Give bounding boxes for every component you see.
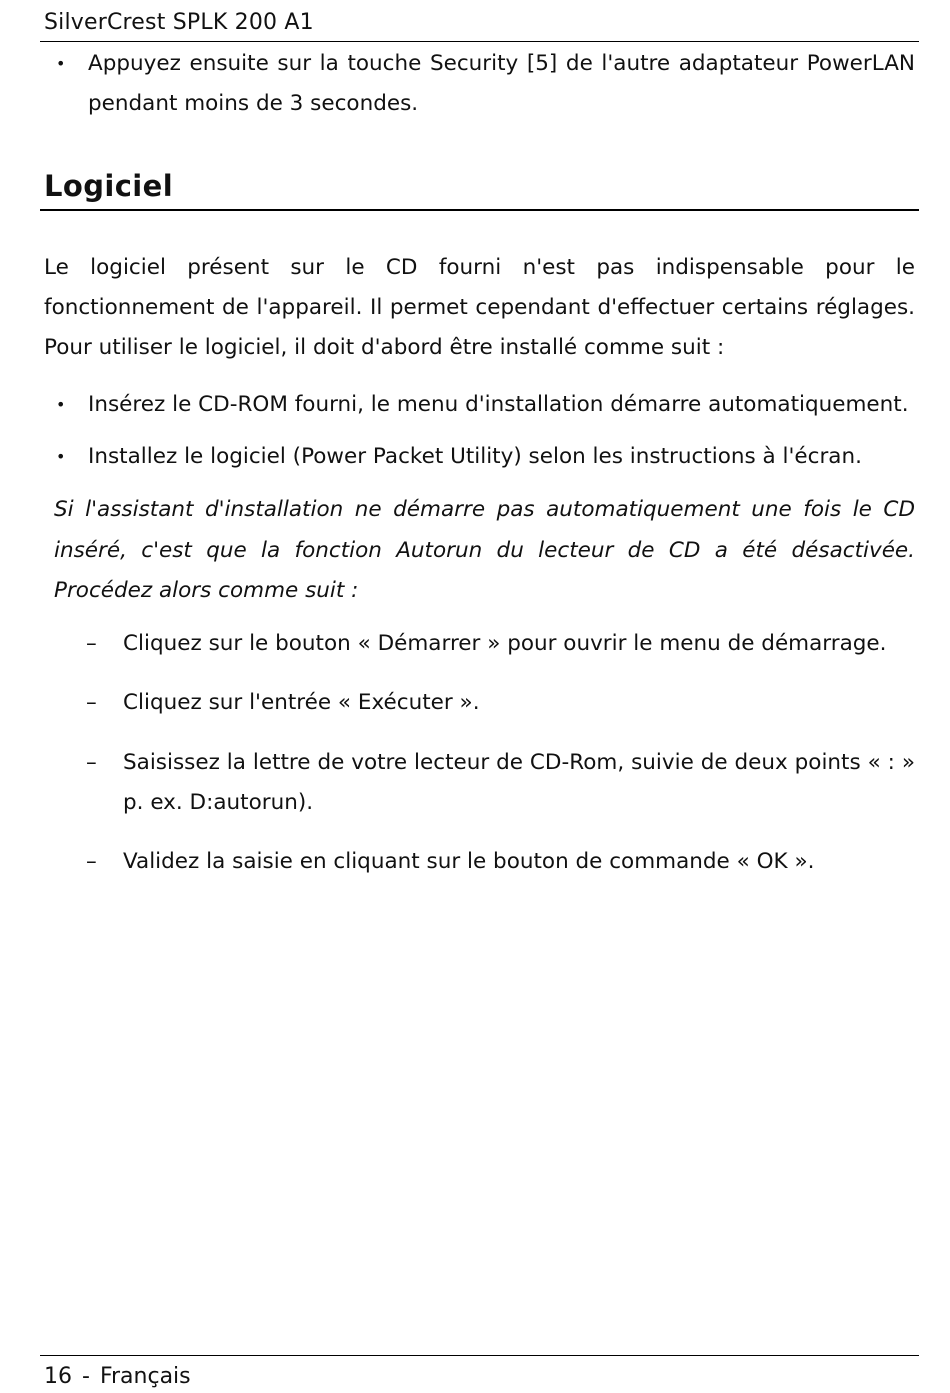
list-item bbox=[86, 683, 915, 723]
list-item bbox=[86, 842, 915, 882]
intro-paragraph: Le logiciel présent sur le CD fourni n'est pas indispensable pour le fonctionnement de l'appareil. Il permet cependant d'effectuer certains réglages. Pour utiliser le logiciel, il doit d'abord être installé comme suit : bbox=[44, 255, 915, 360]
page-footer bbox=[44, 1362, 191, 1392]
page-number: 16 bbox=[44, 1364, 72, 1389]
list-item-text: Cliquez sur le bouton « Démarrer » pour ouvrir le menu de démarrage. bbox=[123, 631, 887, 656]
running-header: SilverCrest SPLK 200 A1 bbox=[44, 10, 314, 35]
footer-separator: - bbox=[82, 1364, 90, 1389]
footer-rule bbox=[40, 1355, 919, 1356]
bullet-icon: • bbox=[56, 395, 66, 414]
list-item-text: Insérez le CD-ROM fourni, le menu d'installation démarre automatiquement. bbox=[88, 392, 909, 417]
list-item bbox=[86, 743, 915, 823]
bullet-icon: • bbox=[56, 447, 66, 466]
footer-language: Français bbox=[99, 1364, 191, 1389]
note-paragraph: Si l'assistant d'installation ne démarre pas automatiquement une fois le CD inséré, c'est que la fonction Autorun du lecteur de CD a été désactivée. Procédez alors comme suit : bbox=[54, 497, 915, 603]
list-item-text: Cliquez sur l'entrée « Exécuter ». bbox=[123, 690, 480, 715]
list-item-text: Saisissez la lettre de votre lecteur de CD-Rom, suivie de deux points « : » p. ex. D:autorun). bbox=[123, 750, 915, 815]
dash-icon: – bbox=[86, 849, 97, 874]
list-item-text: Appuyez ensuite sur la touche Security [5] de l'autre adaptateur PowerLAN pendant moins de 3 secondes. bbox=[88, 51, 915, 116]
list-item bbox=[86, 624, 915, 664]
list-item bbox=[44, 385, 915, 425]
list-item bbox=[44, 437, 915, 477]
dash-icon: – bbox=[86, 631, 97, 656]
header-rule bbox=[40, 41, 919, 42]
list-item-text: Validez la saisie en cliquant sur le bouton de commande « OK ». bbox=[123, 849, 815, 874]
section-title: Logiciel bbox=[44, 169, 174, 203]
dash-icon: – bbox=[86, 750, 97, 775]
dash-icon: – bbox=[86, 690, 97, 715]
list-item-text: Installez le logiciel (Power Packet Utility) selon les instructions à l'écran. bbox=[88, 444, 862, 469]
bullet-icon: • bbox=[56, 54, 66, 73]
list-item bbox=[44, 44, 915, 124]
section-rule bbox=[40, 209, 919, 211]
